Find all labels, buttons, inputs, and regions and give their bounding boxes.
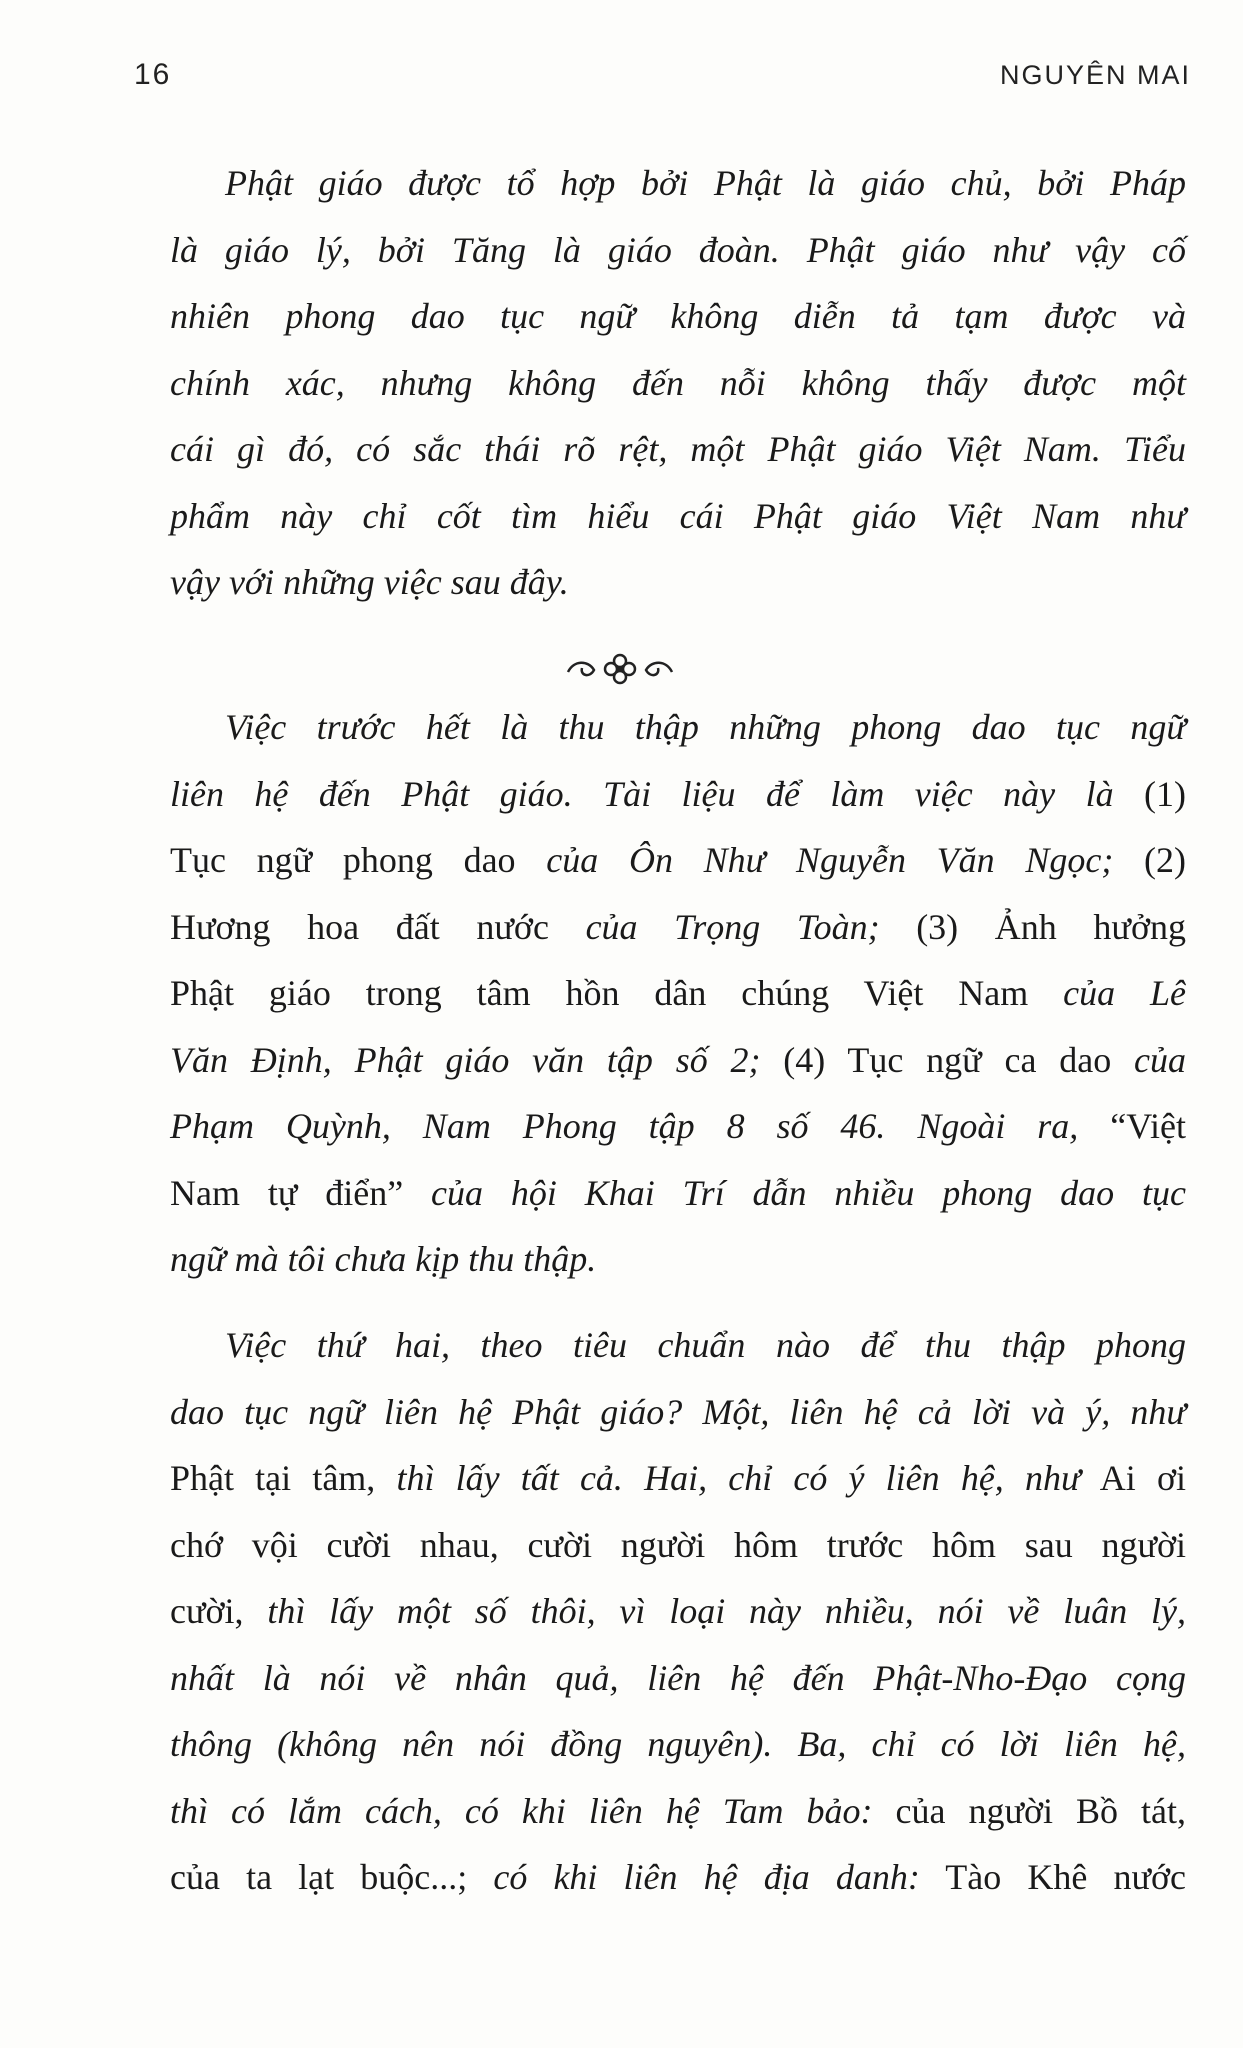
italic-text: Văn Định, Phật giáo văn tập số 2; [170, 1039, 761, 1080]
text-line [170, 217, 1186, 284]
roman-text: chớ vội cười nhau, cười người hôm trước hôm sau người [170, 1524, 1186, 1565]
italic-text: của [1134, 1039, 1186, 1080]
italic-text: nhiên phong dao tục ngữ không diễn tả tạm được và [170, 296, 1186, 336]
italic-text: liên hệ đến Phật giáo. Tài liệu để làm việc này là [170, 773, 1145, 814]
text-line [170, 827, 1186, 894]
italic-text: thì lấy tất cả. Hai, chỉ có ý liên hệ, như [375, 1458, 1081, 1498]
text-line [170, 1778, 1186, 1845]
roman-text: cười, [170, 1591, 244, 1631]
roman-text: Tục ngữ phong dao [170, 840, 547, 880]
italic-text: phẩm này chỉ cốt tìm hiểu cái Phật giáo Việt Nam như [170, 495, 1186, 536]
italic-text: dao tục ngữ liên hệ Phật giáo? Một, liên hệ cả lời và ý, như [170, 1391, 1186, 1432]
text-line [170, 1027, 1186, 1094]
paragraph-intro [170, 150, 1186, 616]
text-line [170, 549, 1186, 616]
roman-text: Hương hoa đất nước [170, 906, 586, 947]
roman-text: (3) Ảnh hưởng [879, 906, 1186, 947]
paragraph-criteria [170, 1312, 1186, 1911]
italic-text: chính xác, nhưng không đến nỗi không thấy được một [170, 362, 1186, 403]
italic-text: của Lê [1063, 973, 1186, 1013]
italic-text: vậy với những việc sau đây. [170, 562, 569, 602]
text-line [170, 1578, 1186, 1645]
roman-text: Tào Khê nước [919, 1857, 1187, 1897]
roman-text: của người Bồ tát, [872, 1790, 1186, 1831]
text-line [170, 1379, 1186, 1446]
paragraph-sources [170, 694, 1186, 1293]
roman-text: Nam tự điển” [170, 1172, 404, 1213]
text-line [170, 1093, 1186, 1160]
text-line [170, 1844, 1186, 1911]
text-line [170, 960, 1186, 1027]
roman-text: (2) [1113, 840, 1187, 880]
italic-text: Việc trước hết là thu thập những phong dao tục ngữ [225, 707, 1186, 747]
roman-text: (1) [1144, 773, 1186, 814]
italic-text: là giáo lý, bởi Tăng là giáo đoàn. Phật giáo như vậy cố [170, 229, 1186, 270]
italic-text: của Trọng Toàn; [585, 906, 880, 947]
text-line [170, 150, 1186, 217]
text-line [170, 1711, 1186, 1778]
text-line [170, 694, 1186, 761]
text-line [170, 1160, 1186, 1227]
text-line [170, 1445, 1186, 1512]
italic-text: của Ôn Như Nguyễn Văn Ngọc; [546, 840, 1114, 880]
text-line [170, 483, 1186, 550]
roman-text: Phật tại tâm, [170, 1458, 376, 1498]
italic-text: cái gì đó, có sắc thái rõ rệt, một Phật giáo Việt Nam. Tiểu [170, 429, 1186, 469]
italic-text: nhất là nói về nhân quả, liên hệ đến Phật-Nho-Đạo cọng [170, 1657, 1186, 1698]
text-line [170, 1312, 1186, 1379]
italic-text: thông (không nên nói đồng nguyên). Ba, chỉ có lời liên hệ, [170, 1724, 1186, 1764]
italic-text: Phật giáo được tổ hợp bởi Phật là giáo chủ, bởi Pháp [225, 163, 1186, 203]
running-head-author: NGUYÊN MAI [999, 60, 1191, 90]
text-line [170, 283, 1186, 350]
text-line [170, 350, 1186, 417]
roman-text: (4) Tục ngữ ca dao [760, 1039, 1135, 1080]
roman-text: Phật giáo trong tâm hồn dân chúng Việt Nam [170, 973, 1064, 1013]
roman-text: Ai ơi [1080, 1458, 1186, 1498]
floral-ornament-icon [560, 650, 680, 686]
italic-text: ngữ mà tôi chưa kịp thu thập. [170, 1239, 597, 1279]
italic-text: thì có lắm cách, có khi liên hệ Tam bảo: [170, 1790, 873, 1831]
text-line [170, 1226, 1186, 1293]
italic-text: thì lấy một số thôi, vì loại này nhiều, nói về luân lý, [243, 1591, 1186, 1631]
text-line [170, 1645, 1186, 1712]
page-number: 16 [134, 58, 172, 91]
italic-text: có khi liên hệ địa danh: [467, 1857, 920, 1897]
text-line [170, 761, 1186, 828]
italic-text: Việc thứ hai, theo tiêu chuẩn nào để thu thập phong [225, 1325, 1186, 1365]
italic-text: của hội Khai Trí dẫn nhiều phong dao tục [403, 1172, 1186, 1213]
text-line [170, 1512, 1186, 1579]
italic-text: Phạm Quỳnh, Nam Phong tập 8 số 46. Ngoài ra, [170, 1106, 1079, 1146]
text-line [170, 894, 1186, 961]
text-line [170, 416, 1186, 483]
roman-text: của ta lạt buộc...; [170, 1857, 468, 1897]
roman-text: “Việt [1078, 1106, 1187, 1146]
